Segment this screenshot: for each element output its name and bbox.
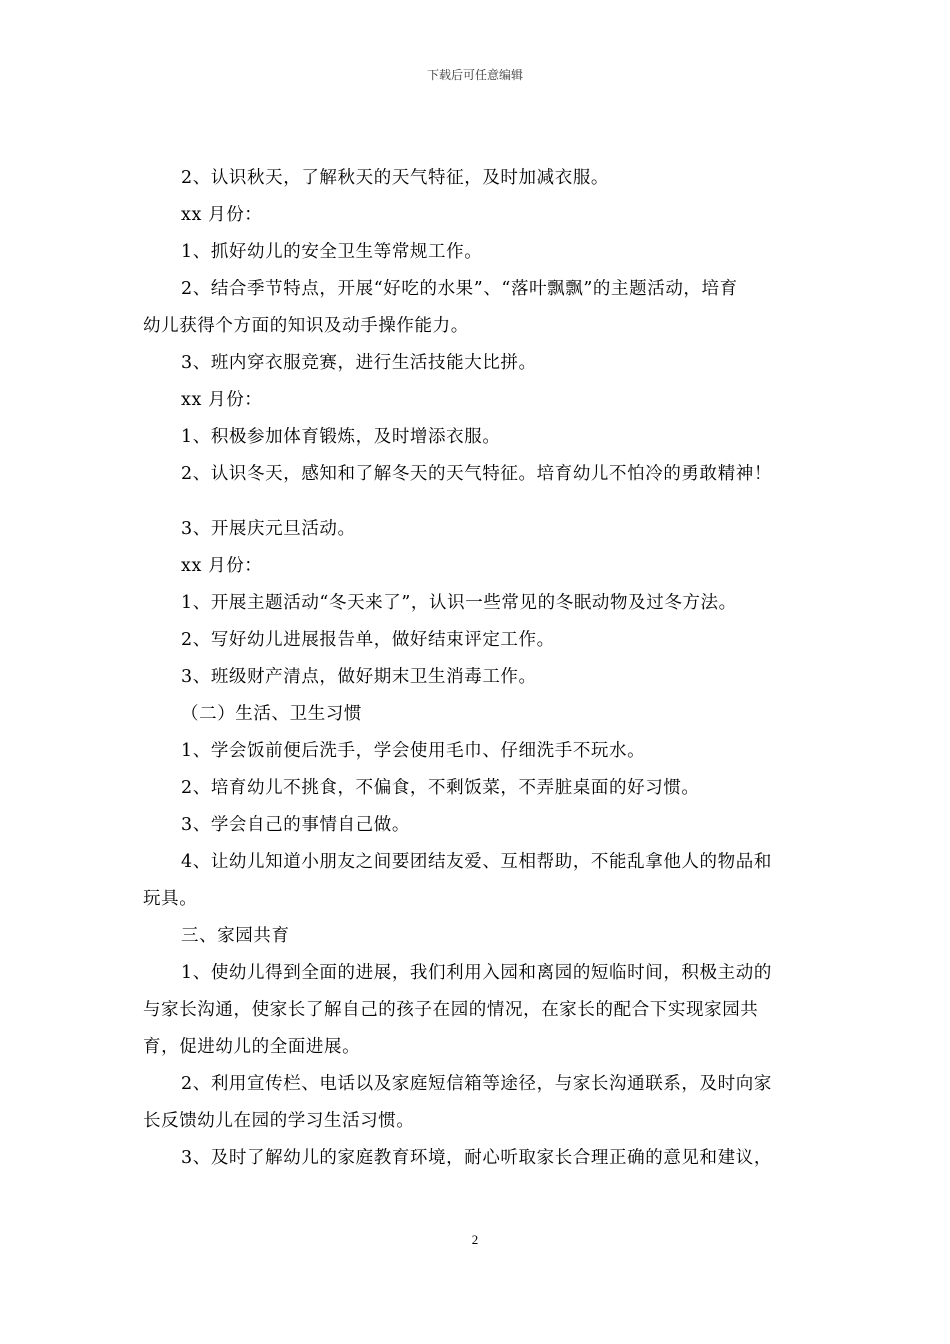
paragraph: 4、让幼儿知道小朋友之间要团结友爱、互相帮助，不能乱拿他人的物品和 [181,852,772,872]
paragraph-continuation: 育，促进幼儿的全面进展。 [143,1037,361,1057]
paragraph-continuation: 长反馈幼儿在园的学习生活习惯。 [143,1111,415,1131]
paragraph: 1、使幼儿得到全面的进展，我们利用入园和离园的短临时间，积极主动的 [181,963,772,983]
paragraph: 1、积极参加体育锻炼，及时增添衣服。 [181,427,501,447]
paragraph: 1、开展主题活动“冬天来了”，认识一些常见的冬眠动物及过冬方法。 [181,593,737,613]
paragraph: 3、及时了解幼儿的家庭教育环境，耐心听取家长合理正确的意见和建议， [181,1148,772,1168]
section-heading: （二）生活、卫生习惯 [181,704,362,724]
paragraph: 2、写好幼儿进展报告单，做好结束评定工作。 [181,630,555,650]
paragraph: 2、认识秋天，了解秋天的天气特征，及时加减衣服。 [181,168,610,188]
paragraph-continuation: 玩具。 [143,889,198,909]
paragraph-continuation: 幼儿获得个方面的知识及动手操作能力。 [143,316,469,336]
month-heading: xx 月份： [181,205,263,225]
section-heading: 三、家园共育 [181,926,290,946]
paragraph: 3、班内穿衣服竞赛，进行生活技能大比拼。 [181,353,537,373]
paragraph: 3、班级财产清点，做好期末卫生消毒工作。 [181,667,537,687]
paragraph: 1、学会饭前便后洗手，学会使用毛巾、仔细洗手不玩水。 [181,741,646,761]
page-number: 2 [471,1232,479,1247]
paragraph: 2、利用宣传栏、电话以及家庭短信箱等途径，与家长沟通联系，及时向家 [181,1074,772,1094]
paragraph: 3、学会自己的事情自己做。 [181,815,410,835]
paragraph-continuation: 与家长沟通，使家长了解自己的孩子在园的情况，在家长的配合下实现家园共 [143,1000,759,1020]
blank-spacer [143,493,807,511]
document-body [143,160,807,1177]
paragraph: 2、结合季节特点，开展“好吃的水果”、“落叶飘飘”的主题活动，培育 [181,279,738,299]
paragraph: 2、培育幼儿不挑食，不偏食，不剩饭菜，不弄脏桌面的好习惯。 [181,778,700,798]
month-heading: xx 月份： [181,390,263,410]
month-heading: xx 月份： [181,556,263,576]
page-header: 下载后可任意编辑 [426,68,523,82]
paragraph: 3、开展庆元旦活动。 [181,519,356,539]
paragraph: 1、抓好幼儿的安全卫生等常规工作。 [181,242,483,262]
paragraph: 2、认识冬天，感知和了解冬天的天气特征。培育幼儿不怕冷的勇敢精神！ [181,464,772,484]
